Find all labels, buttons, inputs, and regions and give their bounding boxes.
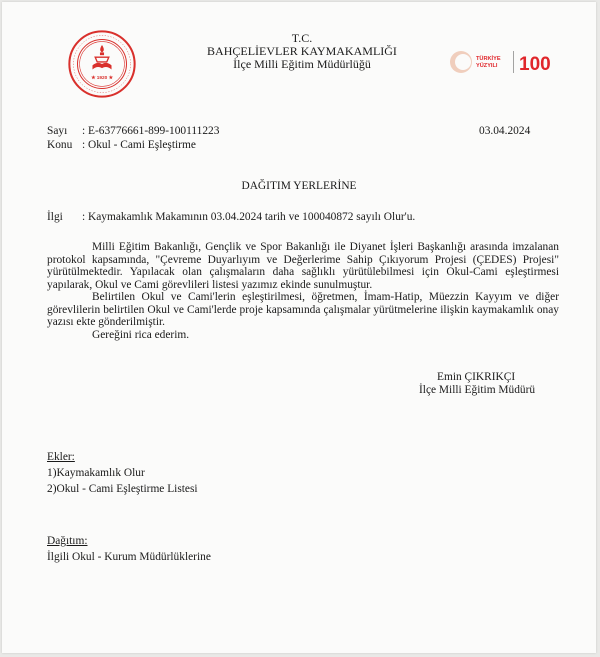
signer-title: İlçe Milli Eğitim Müdürü (419, 384, 536, 396)
attachment-item: 2)Okul - Cami Eşleştirme Listesi (47, 483, 198, 495)
distribution-title: DAĞITIM YERLERİNE (241, 180, 357, 192)
ilgi-label: İlgi (47, 211, 63, 223)
document-page (2, 2, 596, 653)
header-department: İlçe Milli Eğitim Müdürlüğü (233, 57, 371, 71)
turkiye-yuzyili-logo (449, 46, 569, 78)
sayi-label: Sayı (47, 125, 68, 137)
meb-seal-logo (68, 30, 136, 98)
document-date: 03.04.2024 (479, 125, 531, 137)
logo-text-line2: YÜZYILI (476, 63, 498, 69)
sayi-value: : E-63776661-899-100111223 (82, 125, 220, 137)
body-paragraph-3: Gereğini rica ederim. (92, 329, 190, 341)
logo-text-line1: TÜRKİYE (476, 56, 501, 62)
attachment-item: 1)Kaymakamlık Olur (47, 467, 145, 479)
attachments-label: Ekler: (47, 451, 75, 463)
body-paragraph-2: Belirtilen Okul ve Cami'lerin eşleştirilmesi, öğretmen, İmam-Hatip, Müezzin Kayyım ve diğer görevlilerin belirtilen Okul ve Cami'lerde proje kapsamında çalışmalar yürütmelerine ilişkin kaymakamlık onay yazısı ekte gönderilmiştir. (47, 291, 559, 329)
konu-value: : Okul - Cami Eşleştirme (82, 139, 196, 151)
header-tc: T.C. (291, 31, 313, 45)
svg-text:★ 1920 ★: ★ 1920 ★ (91, 75, 113, 81)
signer-name: Emin ÇIKRIKÇI (437, 371, 516, 383)
distribution-item: İlgili Okul - Kurum Müdürlüklerine (47, 551, 211, 563)
header-institution: BAHÇELİEVLER KAYMAKAMLIĞI (207, 44, 397, 58)
logo-text-100: 100 (519, 54, 551, 75)
body-paragraph-1: Milli Eğitim Bakanlığı, Gençlik ve Spor Bakanlığı ile Diyanet İşleri Başkanlığı arasında imzalanan protokol kapsamında, "Çevreme Duyarlıyım ve Değerlerime Sahip Çıkıyorum Projesi (ÇEDES) Projesi" yürütülmektedir. Yapılacak olan çalışmaların daha sağlıklı yürütülebilmesi için Okul-Cami eşleştirmesi yapılarak, Okul ve Cami görevlileri listesi yazımız ekinde sunulmuştur. (47, 241, 559, 291)
ilgi-value: : Kaymakamlık Makamının 03.04.2024 tarih ve 100040872 sayılı Olur'u. (82, 211, 416, 223)
distribution-label: Dağıtım: (47, 535, 88, 547)
konu-label: Konu (47, 139, 73, 151)
